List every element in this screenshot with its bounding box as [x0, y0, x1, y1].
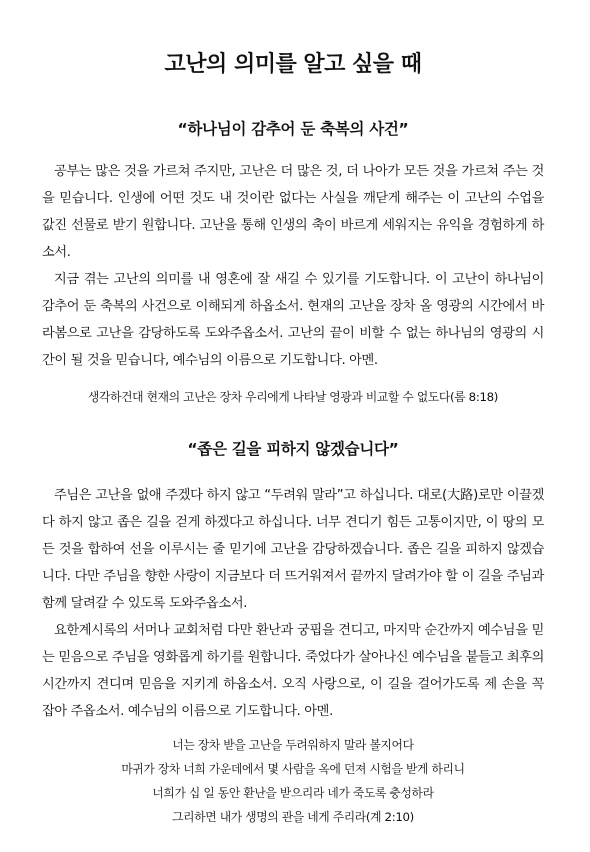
section-2-verse-line-4: 그리하면 내가 생명의 관을 네게 주리라(계 2:10) [172, 810, 414, 824]
section-1-heading: “하나님이 감추어 둔 축복의 사건” [177, 120, 409, 138]
section-2-heading: “좁은 길을 피하지 않겠습니다” [187, 440, 399, 458]
section-1-body [42, 158, 544, 374]
section-2-verse-line-3: 너희가 십 일 동안 환난을 받으리라 네가 죽도록 충성하라 [152, 786, 434, 800]
section-1-verse [42, 385, 544, 409]
section-2-verse-line-2: 마귀가 장차 너희 가운데에서 몇 사람을 옥에 던져 시험을 받게 하리니 [121, 762, 465, 776]
section-2-verse [42, 733, 544, 829]
section-1-verse-line-1: 생각하건대 현재의 고난은 장차 우리에게 나타날 영광과 비교할 수 없도다(롬 8:18) [87, 390, 499, 404]
section-1-paragraph-1: 공부는 많은 것을 가르쳐 주지만, 고난은 더 많은 것, 더 나아가 모든 것을 가르쳐 주는 것을 믿습니다. 인생에 어떤 것도 내 것이란 없다는 사실을 깨닫게 해주는 이 고난의 수업을 값진 선물로 받기 원합니다. 고난을 통해 인생의 축이 바르게 세워지는 유익을 경험하게 하소서. [42, 164, 544, 260]
section-2 [42, 438, 544, 829]
page-title: 고난의 의미를 알고 싶을 때 [164, 52, 422, 77]
section-2-verse-line-1: 너는 장차 받을 고난을 두려워하지 말라 볼지어다 [172, 738, 414, 752]
section-2-paragraph-2: 요한계시록의 서머나 교회처럼 다만 환난과 궁핍을 견디고, 마지막 순간까지 예수님을 믿는 믿음으로 주님을 영화롭게 하기를 원합니다. 죽었다가 살아나신 예수님을 붙들고 최후의 시간까지 견디며 믿음을 지키게 하옵소서. 오직 사랑으로, 이 길을 걸어가도록 제 손을 꼭 잡아 주옵소서. 예수님의 이름으로 기도합니다. 아멘. [42, 623, 545, 719]
section-2-paragraph-1: 주님은 고난을 없애 주겠다 하지 않고 “두려워 말라”고 하십니다. 대로(大路)로만 이끌겠다 하지 않고 좁은 길을 걷게 하겠다고 하십니다. 너무 견디기 힘든 고통이지만, 이 땅의 모든 것을 합하여 선을 이루시는 줄 믿기에 고난을 감당하겠습니다. 좁은 길을 피하지 않겠습니다. 다만 주님을 향한 사랑이 지금보다 더 뜨거워져서 끝까지 달려가야 할 이 길을 주님과 함께 달려갈 수 있도록 도와주옵소서. [42, 488, 544, 611]
section-2-body [42, 482, 544, 725]
section-1-paragraph-2: 지금 겪는 고난의 의미를 내 영혼에 잘 새길 수 있기를 기도합니다. 이 고난이 하나님이 감추어 둔 축복의 사건으로 이해되게 하옵소서. 현재의 고난을 장차 올 영광의 시간에서 바라봄으로 고난을 감당하도록 도와주옵소서. 고난의 끝이 비할 수 없는 하나님의 영광의 시간이 될 것을 믿습니다, 예수님의 이름으로 기도합니다. 아멘. [42, 272, 544, 368]
section-1 [42, 118, 544, 409]
